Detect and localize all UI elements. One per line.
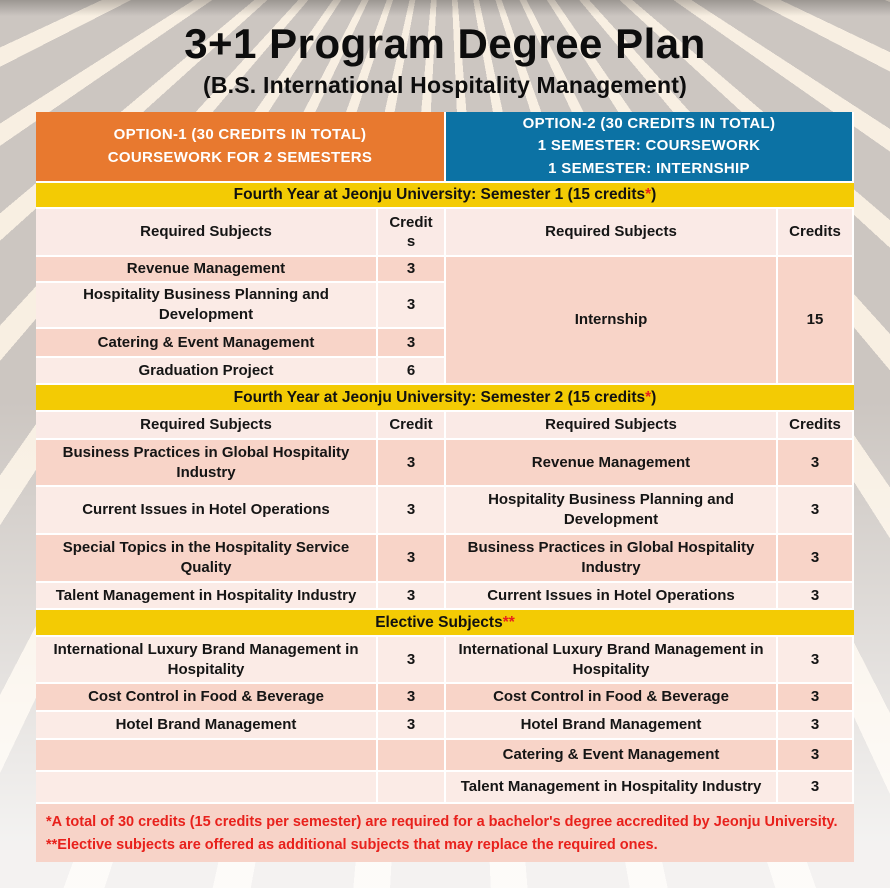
course-cell: Revenue Management: [446, 440, 776, 485]
option1-header: [36, 112, 444, 181]
column-header-credits: Credits: [778, 209, 852, 255]
course-cell: Cost Control in Food & Beverage: [36, 684, 376, 710]
semester1-banner-asterisk: *: [645, 186, 652, 203]
semester1-banner-close: ): [651, 186, 657, 203]
semester2-banner: [36, 385, 854, 410]
credits-cell: 3: [778, 712, 852, 738]
elective-banner-text: Elective Subjects: [375, 613, 503, 631]
course-cell: Revenue Management: [36, 257, 376, 281]
credits-cell: 3: [378, 329, 444, 356]
course-cell: International Luxury Brand Management in Hospitality: [446, 637, 776, 682]
credits-cell: 3: [378, 637, 444, 682]
course-cell: International Luxury Brand Management in Hospitality: [36, 637, 376, 682]
semester1-table: [36, 209, 854, 383]
empty-cell: [378, 772, 444, 802]
credits-cell: 3: [778, 487, 852, 533]
course-cell: Hospitality Business Planning and Development: [446, 487, 776, 533]
degree-plan-table: [36, 112, 854, 862]
course-cell: Cost Control in Food & Beverage: [446, 684, 776, 710]
course-cell: Catering & Event Management: [446, 740, 776, 770]
credits-cell: 3: [778, 583, 852, 608]
semester2-banner-text: Fourth Year at Jeonju University: Semester 2 (15 credits: [233, 388, 646, 406]
course-cell: Hotel Brand Management: [36, 712, 376, 738]
credits-cell: 3: [778, 535, 852, 581]
page-header: [0, 20, 890, 99]
column-header-credits: Credit: [378, 412, 444, 438]
empty-cell: [378, 740, 444, 770]
course-cell: Business Practices in Global Hospitality Industry: [36, 440, 376, 485]
credits-cell: 3: [378, 487, 444, 533]
credits-cell: 3: [778, 637, 852, 682]
footnote-elective-note: **Elective subjects are offered as additional subjects that may replace the required ones.: [46, 836, 658, 853]
column-header-subjects: Required Subjects: [446, 209, 776, 255]
credits-cell: 3: [778, 772, 852, 802]
course-cell: Hotel Brand Management: [446, 712, 776, 738]
footnote-credits-requirement: *A total of 30 credits (15 credits per semester) are required for a bachelor's degree accredited by Jeonju University.: [46, 813, 838, 830]
elective-banner: [36, 610, 854, 635]
elective-banner-asterisks: **: [502, 613, 515, 631]
semester2-table: [36, 412, 854, 608]
page-title: 3+1 Program Degree Plan: [184, 20, 706, 67]
column-header-credits: Credits: [378, 209, 444, 255]
credits-cell-internship: 15: [778, 257, 852, 383]
course-cell-internship: Internship: [446, 257, 776, 383]
option1-line2: COURSEWORK FOR 2 SEMESTERS: [107, 148, 373, 166]
credits-cell: 3: [378, 257, 444, 281]
course-cell: Current Issues in Hotel Operations: [36, 487, 376, 533]
course-cell: Talent Management in Hospitality Industry: [36, 583, 376, 608]
course-cell: Current Issues in Hotel Operations: [446, 583, 776, 608]
empty-cell: [36, 740, 376, 770]
credits-cell: 6: [378, 358, 444, 383]
course-cell: Catering & Event Management: [36, 329, 376, 356]
credits-cell: 3: [378, 583, 444, 608]
credits-cell: 3: [378, 684, 444, 710]
credits-cell: 3: [778, 740, 852, 770]
option2-line3: 1 SEMESTER: INTERNSHIP: [548, 159, 750, 177]
course-cell: Graduation Project: [36, 358, 376, 383]
option1-line1: OPTION-1 (30 CREDITS IN TOTAL): [113, 126, 367, 143]
credits-cell: 3: [378, 283, 444, 327]
semester2-banner-asterisk: *: [645, 388, 652, 406]
credits-cell: 3: [378, 535, 444, 581]
option2-line2: 1 SEMESTER: COURSEWORK: [537, 137, 761, 155]
footnotes-block: [36, 804, 854, 862]
elective-table: [36, 637, 854, 802]
credits-cell: 3: [378, 712, 444, 738]
empty-cell: [36, 772, 376, 802]
column-header-subjects: Required Subjects: [36, 209, 376, 255]
option-header-row: [36, 112, 854, 181]
page-subtitle: (B.S. International Hospitality Management): [203, 72, 687, 99]
option2-line1: OPTION-2 (30 CREDITS IN TOTAL): [522, 114, 776, 132]
course-cell: Special Topics in the Hospitality Service Quality: [36, 535, 376, 581]
column-header-credits: Credits: [778, 412, 852, 438]
semester2-banner-close: ): [651, 388, 657, 406]
column-header-subjects: Required Subjects: [36, 412, 376, 438]
course-cell: Business Practices in Global Hospitality Industry: [446, 535, 776, 581]
column-header-subjects: Required Subjects: [446, 412, 776, 438]
credits-cell: 3: [778, 440, 852, 485]
option2-header: [446, 112, 852, 181]
semester1-banner-text: Fourth Year at Jeonju University: Semester 1 (15 credits: [233, 186, 646, 203]
course-cell: Hospitality Business Planning and Development: [36, 283, 376, 327]
credits-cell: 3: [778, 684, 852, 710]
semester1-banner: [36, 183, 854, 207]
course-cell: Talent Management in Hospitality Industry: [446, 772, 776, 802]
credits-cell: 3: [378, 440, 444, 485]
